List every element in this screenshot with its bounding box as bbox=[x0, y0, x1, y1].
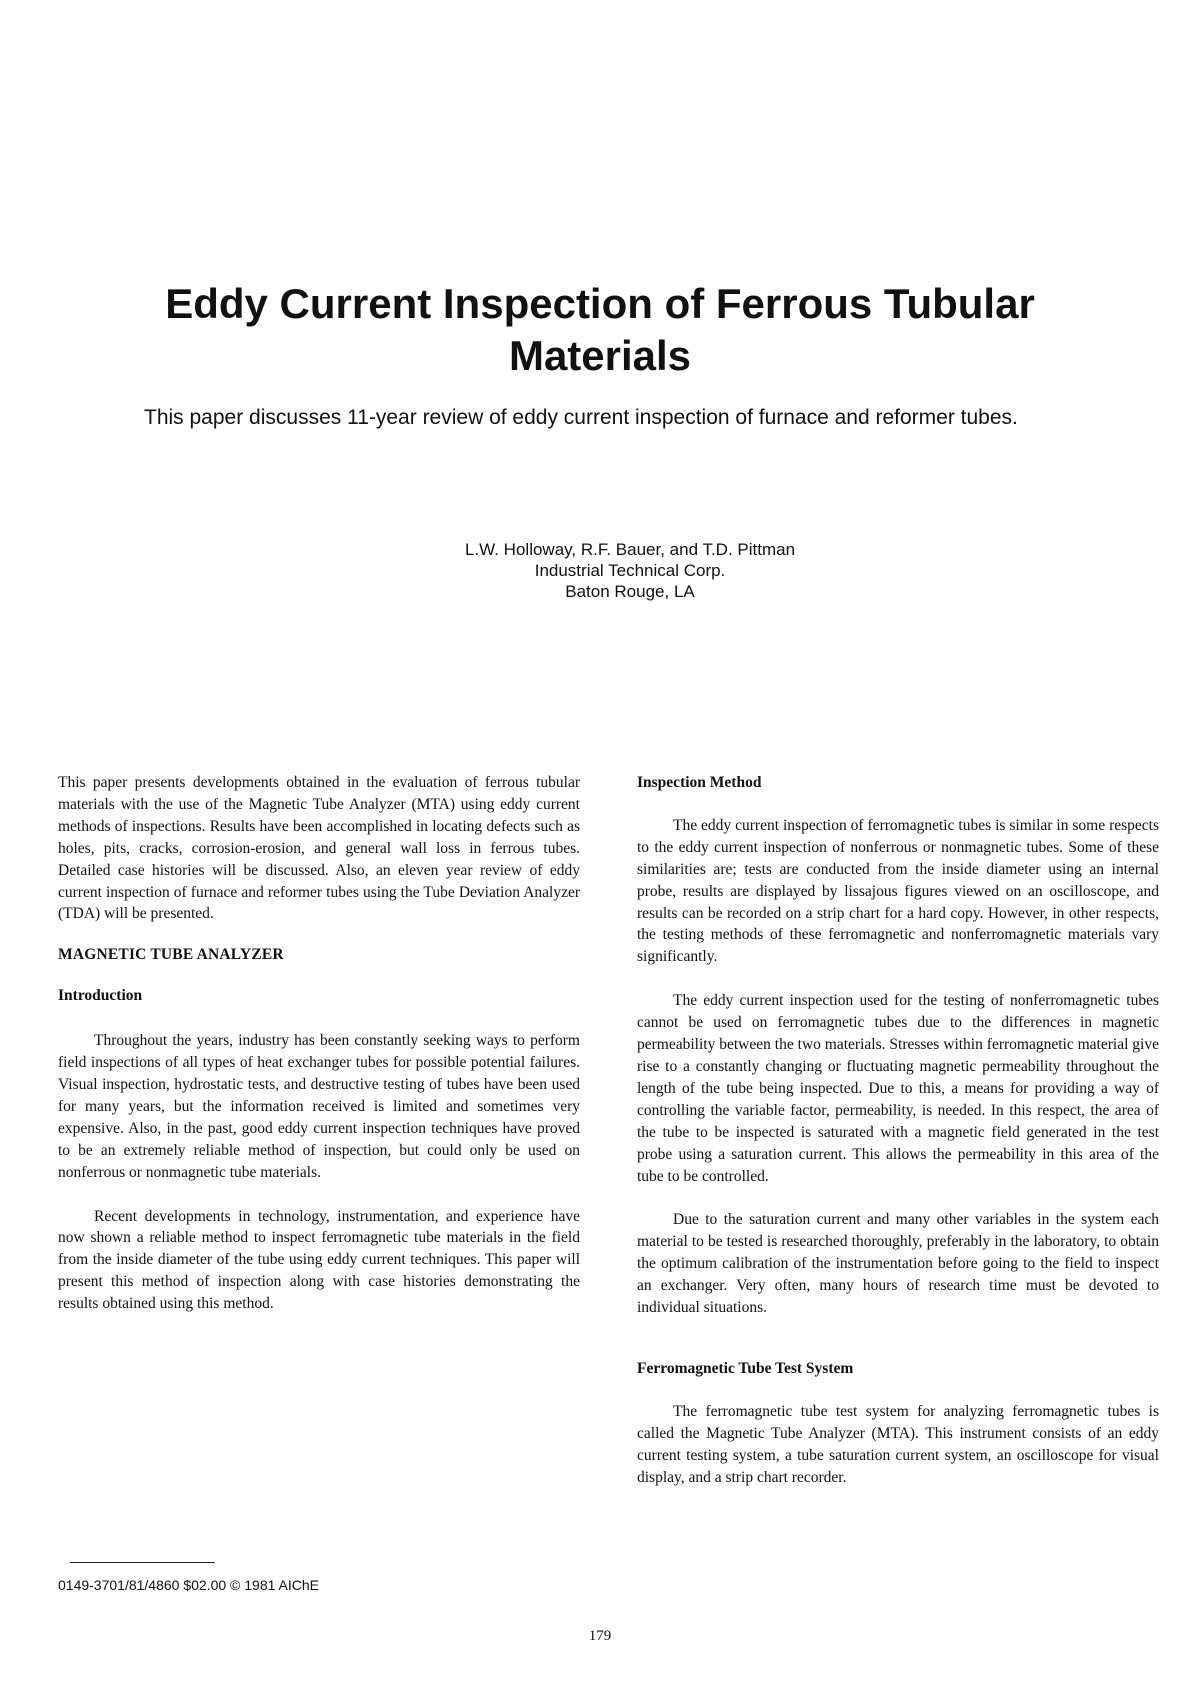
author-block bbox=[380, 539, 880, 602]
introduction-paragraph-1: Throughout the years, industry has been constantly seeking ways to perform field inspections of all types of heat exchanger tubes for possible potential failures. Visual inspection, hydrostatic tests, and destructive testing of tubes have been used for many years, but the information received is limited and sometimes very expensive. Also, in the past, good eddy current inspection techniques have proved to be an extremely reliable method of inspection, but could only be used on nonferrous or nonmagnetic tube materials. bbox=[58, 1032, 580, 1181]
inspection-method-paragraph-1: The eddy current inspection of ferromagnetic tubes is similar in some respects to the eddy current inspection of nonferrous or nonmagnetic tubes. Some of these similarities are; tests are conducted from the inside diameter using an internal probe, results are displayed by lissajous figures viewed on an oscilloscope, and results can be recorded on a strip chart for a hard copy. However, in other respects, the testing methods of these ferromagnetic and nonferromagnetic materials vary significantly. bbox=[637, 816, 1159, 966]
inspection-method-paragraph-3: Due to the saturation current and many other variables in the system each material to be tested is researched thoroughly, preferably in the laboratory, to obtain the optimum calibration of the instrumentation before going to the field to inspect an exchanger. Very often, many hours of research time must be devoted to individual situations. bbox=[637, 1211, 1159, 1317]
heading-ferromagnetic-tube-test-system: Ferromagnetic Tube Test System bbox=[637, 1359, 854, 1377]
author-affiliation: Industrial Technical Corp. bbox=[534, 561, 726, 580]
paper-title: Eddy Current Inspection of Ferrous Tubular Materials bbox=[165, 280, 1035, 379]
subsection-heading-introduction: Introduction bbox=[58, 987, 143, 1005]
page-number: 179 bbox=[588, 1628, 612, 1644]
author-location: Baton Rouge, LA bbox=[565, 582, 695, 601]
copyright-footnote: 0149-3701/81/4860 $02.00 © 1981 AIChE bbox=[58, 1577, 319, 1593]
section-heading-magnetic-tube-analyzer: MAGNETIC TUBE ANALYZER bbox=[58, 946, 284, 964]
footnote-divider bbox=[70, 1562, 215, 1563]
left-column bbox=[58, 772, 580, 1315]
author-names: L.W. Holloway, R.F. Bauer, and T.D. Pittman bbox=[464, 540, 796, 559]
paper-subtitle: This paper discusses 11-year review of eddy current inspection of furnace and reformer tubes. bbox=[144, 406, 1018, 429]
test-system-paragraph: The ferromagnetic tube test system for analyzing ferromagnetic tubes is called the Magnetic Tube Analyzer (MTA). This instrument consists of an eddy current testing system, a tube saturation current system, an oscilloscope for visual display, and a strip chart recorder. bbox=[637, 1402, 1159, 1486]
inspection-method-paragraph-2: The eddy current inspection used for the testing of nonferromagnetic tubes cannot be used on ferromagnetic tubes due to the differences in magnetic permeability between the two materials. Stresses within ferromagnetic material give rise to a constantly changing or fluctuating magnetic permeability throughout the length of the tube being inspected. Due to this, a means for providing a way of controlling the variable factor, permeability, is needed. In this respect, the area of the tube to be inspected is saturated with a magnetic field generated in the test probe using a saturation current. This allows the permeability in this area of the tube to be controlled. bbox=[637, 992, 1159, 1185]
introduction-paragraph-2: Recent developments in technology, instrumentation, and experience have now shown a reliable method to inspect ferromagnetic tube materials in the field from the inside diameter of the tube using eddy current techniques. This paper will present this method of inspection along with case histories demonstrating the results obtained using this method. bbox=[58, 1207, 580, 1313]
abstract-paragraph: This paper presents developments obtained in the evaluation of ferrous tubular materials with the use of the Magnetic Tube Analyzer (MTA) using eddy current methods of inspections. Results have been accomplished in locating defects such as holes, pits, cracks, corrosion-erosion, and general wall loss in ferrous tubes. Detailed case histories will be discussed. Also, an eleven year review of eddy current inspection of furnace and reformer tubes using the Tube Deviation Analyzer (TDA) will be presented. bbox=[58, 774, 580, 923]
heading-inspection-method: Inspection Method bbox=[637, 774, 762, 791]
right-column bbox=[637, 772, 1159, 1488]
